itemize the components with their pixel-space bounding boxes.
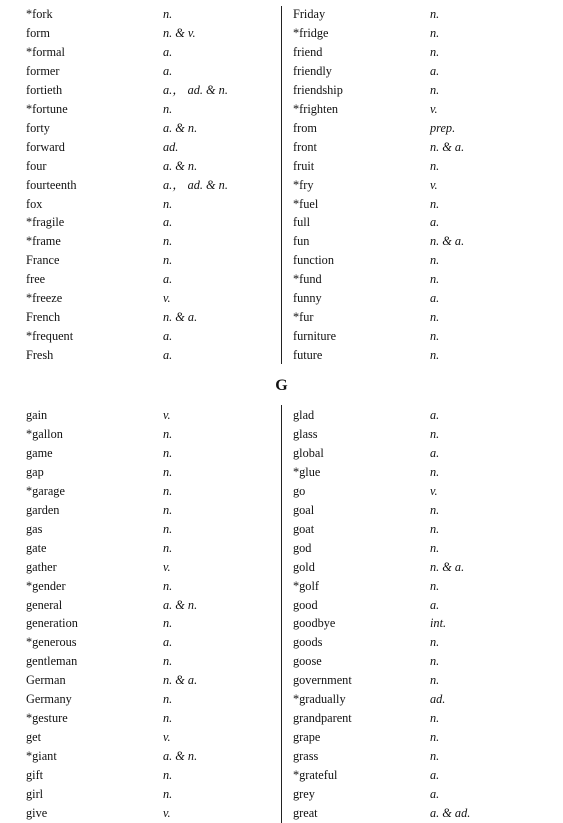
entry-part-of-speech: a. [430,63,440,78]
entry-part-of-speech: n. [163,578,173,593]
entry-word: *generous [26,635,77,650]
entry-part-of-speech: a. [430,445,440,460]
entry-word: garden [26,502,60,517]
entry-part-of-speech: n. [163,768,173,783]
entry-part-of-speech: n. [430,44,440,59]
entry-word: *golf [293,578,319,593]
entry-word: German [26,673,66,688]
entry-word: *fortune [26,101,68,116]
entry-word: gate [26,540,47,555]
entry-word: *fork [26,7,53,21]
entry-word: goat [293,521,315,536]
entry-word: game [26,445,53,460]
entry-part-of-speech: n. [430,272,440,287]
entry-word: great [293,805,318,820]
entry-part-of-speech: n. [430,82,440,97]
entry-part-of-speech: n. [430,711,440,726]
entry-word: *gradually [293,692,346,707]
entry-word: grape [293,730,321,745]
entry-part-of-speech: n. [163,692,173,707]
entry-word: full [293,215,311,230]
entry-part-of-speech: v. [430,177,438,192]
entry-part-of-speech: a. & n. [163,749,198,764]
entry-word: get [26,730,42,745]
entry-part-of-speech: n. & a. [430,234,465,249]
entry-part-of-speech: v. [163,291,171,306]
entry-word: form [26,25,50,40]
entry-part-of-speech: a. [430,408,440,422]
entry-word: from [293,120,317,135]
entry-part-of-speech: n. [163,521,173,536]
column-divider-g [281,405,282,823]
entry-word: grey [293,787,315,801]
entry-word: forty [26,120,50,135]
entry-part-of-speech: n. & v. [163,25,196,40]
entry-word: *glue [293,464,321,479]
entry-word: gentleman [26,654,78,669]
entry-part-of-speech: n. [163,483,173,498]
entry-word: good [293,597,318,612]
entry-word: *formal [26,44,65,59]
entry-word: free [26,272,46,287]
entry-word: government [293,673,352,688]
entry-part-of-speech: v. [430,101,438,116]
entry-word: *gallon [26,426,63,441]
entry-word: *giant [26,749,57,764]
entry-word: *fur [293,310,314,325]
entry-word: future [293,348,323,363]
entry-part-of-speech: prep. [430,120,456,135]
entry-part-of-speech: n. [430,253,440,268]
entry-word: goal [293,502,315,517]
entry-word: go [293,483,306,498]
entry-word: fourteenth [26,177,77,192]
entry-part-of-speech: a. & ad. [430,805,471,820]
entry-part-of-speech: ad. [430,692,446,707]
entry-word: gas [26,521,43,536]
entry-part-of-speech: v. [163,730,171,745]
entry-word: *frame [26,234,61,249]
entry-part-of-speech: a. & n. [163,120,198,135]
entry-word: front [293,139,317,154]
entry-part-of-speech: n. [430,158,440,173]
entry-word: four [26,158,47,173]
entry-part-of-speech: a. [163,348,173,363]
entry-word: general [26,597,63,612]
entry-part-of-speech: n. [163,426,173,441]
entry-part-of-speech: n. [430,7,440,21]
entry-word: friendly [293,63,332,78]
entry-part-of-speech: n. [430,329,440,344]
entry-word: global [293,445,324,460]
entry-part-of-speech: a. [163,635,173,650]
entry-word: *gesture [26,711,68,726]
entry-part-of-speech: n. [430,654,440,669]
entry-part-of-speech: n. & a. [430,139,465,154]
entry-word: *fragile [26,215,65,230]
entry-part-of-speech: n. [430,348,440,363]
entry-word: gain [26,408,48,422]
entry-word: *gender [26,578,66,593]
entry-part-of-speech: n. [163,787,173,801]
entry-word: gold [293,559,315,574]
entry-word: *frequent [26,329,74,344]
entry-part-of-speech: n. [163,234,173,249]
entry-part-of-speech: v. [163,805,171,820]
entry-part-of-speech: a. [163,329,173,344]
entry-word: gap [26,464,44,479]
entry-word: fun [293,234,310,249]
entry-word: France [26,253,60,268]
entry-word: former [26,63,60,78]
entry-part-of-speech: a. [163,63,173,78]
entry-part-of-speech: a. [430,215,440,230]
entry-word: *fuel [293,196,319,211]
entry-word: French [26,310,61,325]
entry-part-of-speech: n. [430,464,440,479]
entry-part-of-speech: a. [430,787,440,801]
entry-part-of-speech: n. [430,578,440,593]
entry-word: gather [26,559,57,574]
entry-part-of-speech: n. [430,749,440,764]
entry-part-of-speech: n. [430,502,440,517]
entry-part-of-speech: a. [163,215,173,230]
entry-part-of-speech: n. [163,502,173,517]
entry-part-of-speech: n. [430,25,440,40]
entry-part-of-speech: n. [163,711,173,726]
entry-part-of-speech: n. [430,540,440,555]
entry-word: friendship [293,82,343,97]
entry-word: girl [26,787,44,801]
entry-word: *fry [293,177,314,192]
entry-part-of-speech: ad. [163,139,179,154]
entry-part-of-speech: n. [430,310,440,325]
entry-word: fruit [293,158,315,173]
entry-part-of-speech: n. [430,673,440,688]
entry-part-of-speech: n. [163,445,173,460]
entry-part-of-speech: n. [430,196,440,211]
entry-part-of-speech: n. [430,426,440,441]
entry-word: fox [26,196,43,211]
entry-word: generation [26,616,78,631]
entry-word: *garage [26,483,65,498]
entry-part-of-speech: a. [163,44,173,59]
entry-word: glad [293,408,315,422]
entry-part-of-speech: a. [430,768,440,783]
entry-word: friend [293,44,323,59]
entry-part-of-speech: n. & a. [430,559,465,574]
entry-word: furniture [293,329,337,344]
column-divider-f [281,6,282,364]
entry-word: give [26,805,48,820]
entry-part-of-speech: a.， ad. & n. [163,177,228,192]
entry-part-of-speech: n. [430,521,440,536]
entry-word: *frighten [293,101,339,116]
section-letter-heading: G [275,377,288,394]
entry-word: *grateful [293,768,338,783]
entry-part-of-speech: a. & n. [163,597,198,612]
entry-part-of-speech: v. [163,559,171,574]
entry-word: Fresh [26,348,54,363]
entry-part-of-speech: n. & a. [163,310,198,325]
entry-word: funny [293,291,322,306]
entry-part-of-speech: n. [163,7,173,21]
entry-part-of-speech: a. [163,272,173,287]
entry-part-of-speech: n. [163,196,173,211]
entry-part-of-speech: a. [430,291,440,306]
entry-part-of-speech: n. & a. [163,673,198,688]
entry-part-of-speech: n. [163,616,173,631]
entry-word: grandparent [293,711,352,726]
entry-word: forward [26,139,65,154]
entry-part-of-speech: n. [163,253,173,268]
entry-word: Friday [293,7,326,21]
entry-word: grass [293,749,319,764]
entry-word: Germany [26,692,72,707]
entry-part-of-speech: a. & n. [163,158,198,173]
entry-word: fortieth [26,82,63,97]
entry-part-of-speech: n. [430,635,440,650]
entry-part-of-speech: v. [430,483,438,498]
entry-part-of-speech: n. [163,464,173,479]
entry-word: function [293,253,334,268]
entry-word: goodbye [293,616,336,631]
entry-part-of-speech: v. [163,408,171,422]
entry-word: *fridge [293,25,329,40]
entry-word: goose [293,654,322,669]
entry-word: *freeze [26,291,63,306]
entry-word: god [293,540,312,555]
entry-part-of-speech: n. [163,654,173,669]
entry-word: goods [293,635,323,650]
entry-word: gift [26,768,44,783]
entry-part-of-speech: n. [430,730,440,745]
entry-part-of-speech: a.， ad. & n. [163,82,228,97]
entry-part-of-speech: n. [163,101,173,116]
entry-word: glass [293,426,318,441]
entry-word: *fund [293,272,322,287]
entry-part-of-speech: n. [163,540,173,555]
entry-part-of-speech: int. [430,616,447,631]
entry-part-of-speech: a. [430,597,440,612]
